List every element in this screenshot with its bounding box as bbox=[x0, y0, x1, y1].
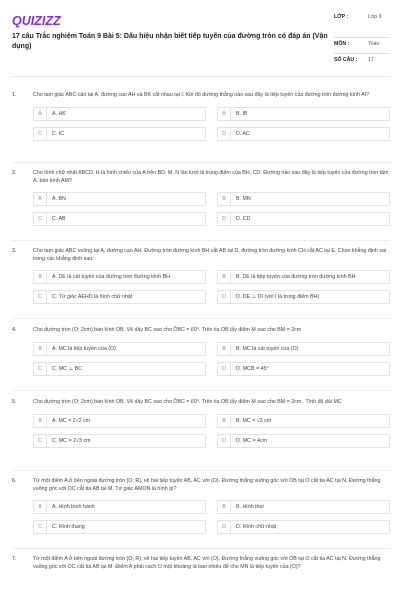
question-number: 5. bbox=[12, 399, 17, 405]
option-letter: D bbox=[218, 435, 231, 447]
option-letter: A bbox=[34, 193, 47, 205]
option-d[interactable] bbox=[217, 212, 390, 226]
option-b[interactable] bbox=[217, 270, 390, 284]
options-grid bbox=[33, 342, 390, 376]
option-letter: D bbox=[218, 521, 231, 533]
option-d[interactable] bbox=[217, 127, 390, 141]
option-text: B. MN bbox=[236, 196, 251, 202]
question-7 bbox=[12, 556, 390, 571]
option-letter: C bbox=[34, 128, 47, 140]
option-c[interactable] bbox=[33, 434, 206, 448]
option-text: B. IB bbox=[236, 110, 248, 117]
option-b[interactable] bbox=[217, 414, 390, 428]
option-a[interactable] bbox=[33, 192, 206, 206]
option-c[interactable] bbox=[33, 127, 206, 141]
option-text: D. DE ⊥ DI (với I là trung điểm BH) bbox=[236, 294, 320, 300]
option-text: D. MC = 4cm bbox=[236, 437, 268, 444]
question-2 bbox=[12, 170, 390, 226]
question-1 bbox=[12, 92, 390, 141]
option-c[interactable] bbox=[33, 212, 206, 226]
option-a[interactable] bbox=[33, 500, 206, 514]
option-text: A. MC là tiếp tuyến của (O) bbox=[52, 345, 116, 352]
option-text: B. MC là cát tuyến của (O) bbox=[236, 345, 299, 352]
option-text: D. MĈB = 45° bbox=[236, 365, 269, 372]
question-text: Cho hình chữ nhật ABCD, H là hình chiếu của A trên BD. M, N lần lượt là trung điểm của BH, CD. Đường nào sau đây là tiếp tuyến của đường tròn tâm A, bán kính AM? bbox=[33, 170, 389, 184]
question-divider bbox=[12, 318, 390, 319]
page-title: 17 câu Trắc nghiệm Toán 9 Bài 5: Dấu hiệu nhận biết tiếp tuyến của đường tròn có đáp án (Vận dụng) bbox=[12, 33, 328, 50]
option-a[interactable] bbox=[33, 342, 206, 356]
option-b[interactable] bbox=[217, 342, 390, 356]
meta-row-socau bbox=[334, 54, 390, 70]
question-number: 1. bbox=[12, 92, 17, 98]
options-grid bbox=[33, 192, 390, 226]
option-letter: D bbox=[218, 291, 231, 303]
option-a[interactable] bbox=[33, 414, 206, 428]
option-letter: A bbox=[34, 415, 47, 427]
question-text: Từ một điểm A ở bên ngoài đường tròn (O; R), vẽ hai tiếp tuyến AB, AC với (O). Đường thẳng vuông góc với OB tại O cắt tia AC tại N. Đường thẳng vuông góc với OC cắt tia AB tại M. Tứ giác AMON là hình gì? bbox=[33, 478, 381, 492]
options-grid bbox=[33, 500, 390, 534]
option-letter: A bbox=[34, 108, 47, 120]
option-text: C. Hình thang bbox=[52, 524, 85, 530]
option-letter: D bbox=[218, 213, 231, 225]
option-text: A. MC = 2√2 cm bbox=[52, 417, 91, 424]
options-grid bbox=[33, 270, 390, 304]
meta-row-mon bbox=[334, 38, 390, 54]
meta-panel bbox=[334, 14, 390, 70]
option-c[interactable] bbox=[33, 290, 206, 304]
question-text: Cho đường tròn (O; 2cm) bán kính OB. Vẽ dây BC sao cho ÔBC = 60°. Trên tia OB lấy điểm M sao cho BM = 2cm bbox=[33, 327, 302, 333]
question-number: 3. bbox=[12, 248, 17, 254]
question-divider bbox=[12, 548, 390, 549]
quizizz-logo bbox=[12, 10, 74, 32]
option-text: C. MC ⊥ BC bbox=[52, 365, 82, 372]
meta-value-lop: Lớp 9 bbox=[368, 14, 382, 20]
question-number: 2. bbox=[12, 170, 17, 176]
option-letter: C bbox=[34, 213, 47, 225]
meta-value-socau: 17 bbox=[368, 57, 374, 63]
meta-label-mon: MÔN : bbox=[334, 41, 350, 47]
option-text: C. IC bbox=[52, 130, 65, 137]
question-divider bbox=[12, 240, 390, 241]
question-divider bbox=[12, 162, 390, 163]
option-letter: B bbox=[218, 193, 231, 205]
option-b[interactable] bbox=[217, 192, 390, 206]
option-letter: D bbox=[218, 128, 231, 140]
question-text: Cho tam giác ABC vuông tại A, đường cao AH. Đường tròn đường kính BH cắt AB tại D, đường tròn đường kính CH cắt AC tại E. Chọn khẳng định sai trong các khẳng định sau: bbox=[33, 248, 387, 262]
option-text: B. Hình thoi bbox=[236, 504, 264, 510]
option-letter: C bbox=[34, 521, 47, 533]
option-a[interactable] bbox=[33, 107, 206, 121]
option-d[interactable] bbox=[217, 434, 390, 448]
option-letter: C bbox=[34, 363, 47, 375]
option-letter: A bbox=[34, 501, 47, 513]
option-text: B. MC = √3 cm bbox=[236, 417, 272, 424]
option-text: A. DE là cát tuyến của đường tròn đường kính BH bbox=[52, 274, 170, 280]
meta-label-lop: LỚP : bbox=[334, 14, 349, 20]
option-c[interactable] bbox=[33, 362, 206, 376]
option-b[interactable] bbox=[217, 107, 390, 121]
option-letter: B bbox=[218, 415, 231, 427]
meta-label-socau: SỐ CÂU : bbox=[334, 57, 358, 63]
meta-value-mon: Toán bbox=[368, 41, 380, 47]
question-text: Cho đường tròn (O; 2cm) bán kính OB. Vẽ dây BC sao cho ÔBC = 60°. Trên tia OB lấy điểm M sao cho BM = 2cm . Tính độ dài MC bbox=[33, 399, 342, 405]
header-divider bbox=[12, 76, 390, 77]
option-letter: B bbox=[218, 108, 231, 120]
question-number: 7. bbox=[12, 556, 17, 562]
option-b[interactable] bbox=[217, 500, 390, 514]
question-text: Từ một điểm A ở bên ngoài đường tròn (O; R), vẽ hai tiếp tuyến AB, AC với (O). Đường thẳng vuông góc với OB tại O cắt tia AC tại N. Đường thẳng vuông góc với OC cắt tia AB tại M. Điểm A phải cách O một khoảng là bao nhiêu để cho MN là tiếp tuyến của (O)? bbox=[33, 556, 381, 570]
option-letter: A bbox=[34, 343, 47, 355]
option-text: A. Hình bình hành bbox=[52, 504, 95, 510]
meta-row-lop bbox=[334, 14, 390, 38]
option-text: D. CD bbox=[236, 216, 251, 222]
option-text: C. AB bbox=[52, 216, 66, 222]
question-divider bbox=[12, 470, 390, 471]
option-d[interactable] bbox=[217, 520, 390, 534]
question-divider bbox=[12, 390, 390, 391]
question-number: 6. bbox=[12, 478, 17, 484]
question-5 bbox=[12, 399, 390, 448]
logo-wordmark: QUIZIZZ bbox=[12, 14, 61, 28]
option-text: A. HK bbox=[52, 110, 66, 117]
options-grid bbox=[33, 107, 390, 141]
question-6 bbox=[12, 478, 390, 534]
question-number: 4. bbox=[12, 327, 17, 333]
option-letter: C bbox=[34, 435, 47, 447]
option-text: D. Hình chữ nhật bbox=[236, 524, 277, 530]
options-grid bbox=[33, 414, 390, 448]
question-4 bbox=[12, 327, 390, 376]
option-a[interactable] bbox=[33, 270, 206, 284]
option-letter: B bbox=[218, 501, 231, 513]
option-letter: B bbox=[218, 343, 231, 355]
question-text: Cho tam giác ABC cân tại A, đường cao AH và BK cắt nhau tại I. Khi đó đường thẳng nào sau đây là tiếp tuyến của đường tròn đường kính AI? bbox=[33, 92, 370, 98]
option-text: C. MC = 2√3 cm bbox=[52, 437, 91, 444]
option-letter: B bbox=[218, 271, 231, 283]
option-c[interactable] bbox=[33, 520, 206, 534]
question-3 bbox=[12, 248, 390, 304]
option-d[interactable] bbox=[217, 290, 390, 304]
option-text: B. DE là tiếp tuyến của đường tròn đường kính BH bbox=[236, 274, 356, 280]
option-text: D. AC bbox=[236, 130, 250, 137]
option-letter: D bbox=[218, 363, 231, 375]
option-d[interactable] bbox=[217, 362, 390, 376]
option-letter: C bbox=[34, 291, 47, 303]
option-text: A. BN bbox=[52, 196, 66, 202]
option-letter: A bbox=[34, 271, 47, 283]
option-text: C. Tứ giác AEHD là hình chữ nhật bbox=[52, 294, 133, 300]
